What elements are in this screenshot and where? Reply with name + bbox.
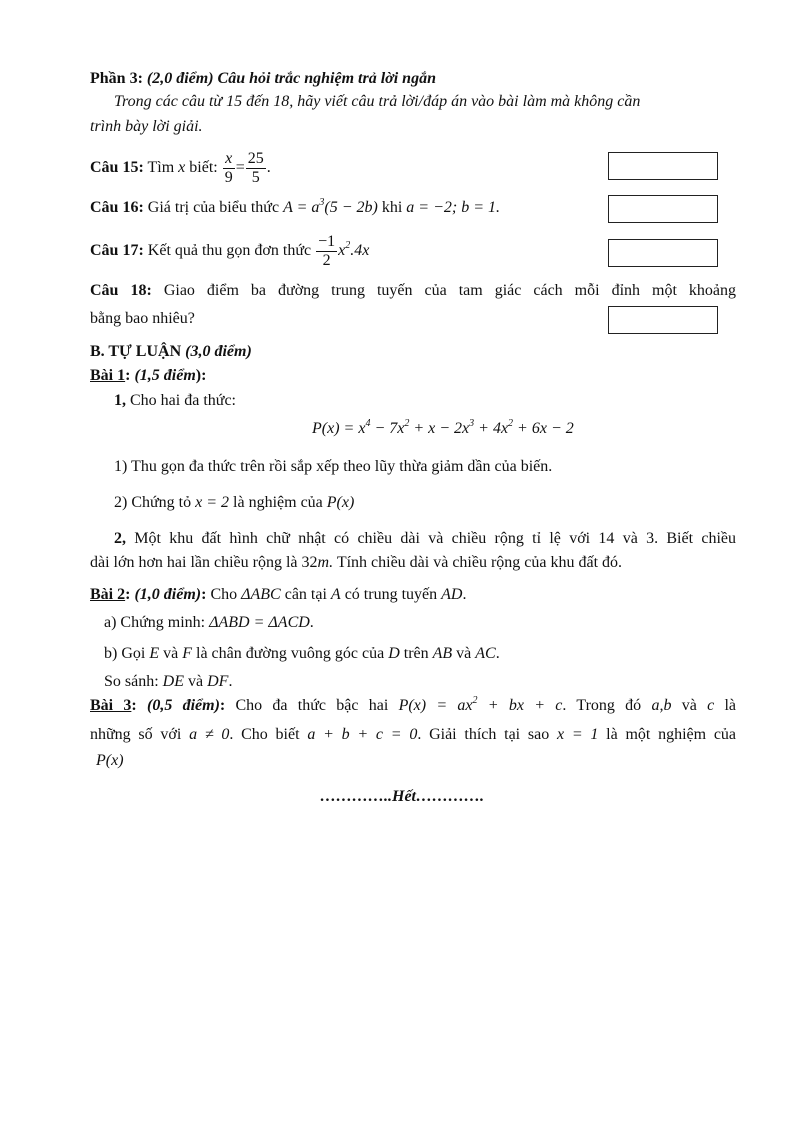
q15-label: Câu 15: xyxy=(90,159,144,176)
bai1-part2-line2: dài lớn hơn hai lần chiều rộng là 32m. Tính chiều dài và chiều rộng của khu đất đó. xyxy=(90,554,623,571)
q15-answer-box[interactable] xyxy=(608,152,718,180)
q15-fraction-1: $\frac{x}{9}$ xyxy=(224,149,233,186)
bai3-line3: P(x) xyxy=(96,752,124,769)
part3-label: Phần 3: xyxy=(90,70,143,87)
bai1-part1-number: 1, xyxy=(114,392,126,409)
bai2-heading: Bài 2: (1,0 điểm): Cho ΔABC cân tại A có trung tuyến AD. xyxy=(90,586,467,603)
partB-points: (3,0 điểm) xyxy=(185,343,252,360)
bai3-polynomial: $P(x) = ax^2$ + bx + c xyxy=(398,695,563,714)
bai2-compare: So sánh: DE và DF. xyxy=(104,673,233,690)
bai3-line1: Bài 3: (0,5 điểm): Cho đa thức bậc hai $P(x) = ax^2$ + bx + c. Trong đó a,b và c là xyxy=(90,695,737,714)
q18-line1: Giao điểm ba đường trung tuyến của tam giác cách mỗi đỉnh một khoảng xyxy=(163,282,737,299)
q16-khi: khi xyxy=(381,199,403,216)
bai2-part-a: a) Chứng minh: ΔABD = ΔACD. xyxy=(104,614,314,631)
question-18-line1 xyxy=(90,280,736,302)
question-17 xyxy=(90,229,369,273)
end-marker: …………..Hết…………. xyxy=(320,788,484,805)
part3-title: (2,0 điểm) Câu hỏi trắc nghiệm trả lời ngắn xyxy=(146,70,436,87)
partB-title: B. TỰ LUẬN xyxy=(90,343,182,360)
q17-fraction: $\frac{-1}{2}$ xyxy=(318,232,336,269)
bai1-q2: 2) Chứng tỏ x = 2 là nghiệm của P(x) xyxy=(114,494,355,511)
part3-heading xyxy=(90,68,436,90)
q18-label: Câu 18: xyxy=(90,282,152,299)
q15-fraction-2: $\frac{25}{5}$ xyxy=(247,149,264,186)
bai3-label: Bài 3 xyxy=(90,697,132,714)
question-18-line2: bằng bao nhiêu? xyxy=(90,310,195,327)
q16-condition: a = −2; b = 1. xyxy=(406,199,500,216)
bai1-polynomial: $P(x) = x^4 - 7x^2 + x - 2x^3 + 4x^2 + 6x - 2$ xyxy=(312,418,574,437)
q18-answer-box[interactable] xyxy=(608,306,718,334)
q15-var: x xyxy=(178,159,186,176)
part3-instruction-line1: Trong các câu từ 15 đến 18, hãy viết câu trả lời/đáp án vào bài làm mà không cần xyxy=(114,93,641,110)
q16-text: Giá trị của biểu thức xyxy=(147,199,280,216)
bai1-q1: 1) Thu gọn đa thức trên rồi sắp xếp theo lũy thừa giảm dần của biến. xyxy=(114,458,553,475)
bai1-part2-line1: 2, Một khu đất hình chữ nhật có chiều dài và chiều rộng tỉ lệ với 14 và 3. Biết chiều xyxy=(114,530,736,547)
q15-end: . xyxy=(266,159,271,176)
q15-text: Tìm xyxy=(147,159,175,176)
question-15 xyxy=(90,148,271,188)
partB-heading xyxy=(90,341,252,363)
q16-expr: $A = a^3(5 - 2b)$ xyxy=(283,197,378,216)
part3-instruction-line2: trình bày lời giải. xyxy=(90,118,203,135)
bai3-line2: những số với a ≠ 0. Cho biết a + b + c = 0. Giải thích tại sao x = 1 là một nghiệm của xyxy=(90,726,737,743)
q16-answer-box[interactable] xyxy=(608,195,718,223)
bai1-label: Bài 1 xyxy=(90,367,126,384)
bai1-part1 xyxy=(114,390,236,412)
question-16 xyxy=(90,197,500,219)
bai1-part2-number: 2, xyxy=(114,530,126,547)
q17-label: Câu 17: xyxy=(90,242,144,259)
bai1-part1-text: Cho hai đa thức: xyxy=(130,392,236,409)
bai1-heading: Bài 1: (1,5 điểm): xyxy=(90,367,207,384)
bai2-label: Bài 2 xyxy=(90,586,126,603)
bai3-points: (0,5 điểm) xyxy=(146,697,220,714)
q17-text: Kết quả thu gọn đơn thức xyxy=(147,242,312,259)
q17-answer-box[interactable] xyxy=(608,239,718,267)
bai2-part-b: b) Gọi E và F là chân đường vuông góc của D trên AB và AC. xyxy=(104,645,500,662)
q15-equals: = xyxy=(235,159,245,176)
bai2-points: (1,0 điểm) xyxy=(134,586,202,603)
q17-expr: $x^2.4x$ xyxy=(338,240,370,259)
q15-text2: biết: xyxy=(189,159,218,176)
q16-label: Câu 16: xyxy=(90,199,144,216)
bai1-points: (1,5 điểm xyxy=(134,367,196,384)
